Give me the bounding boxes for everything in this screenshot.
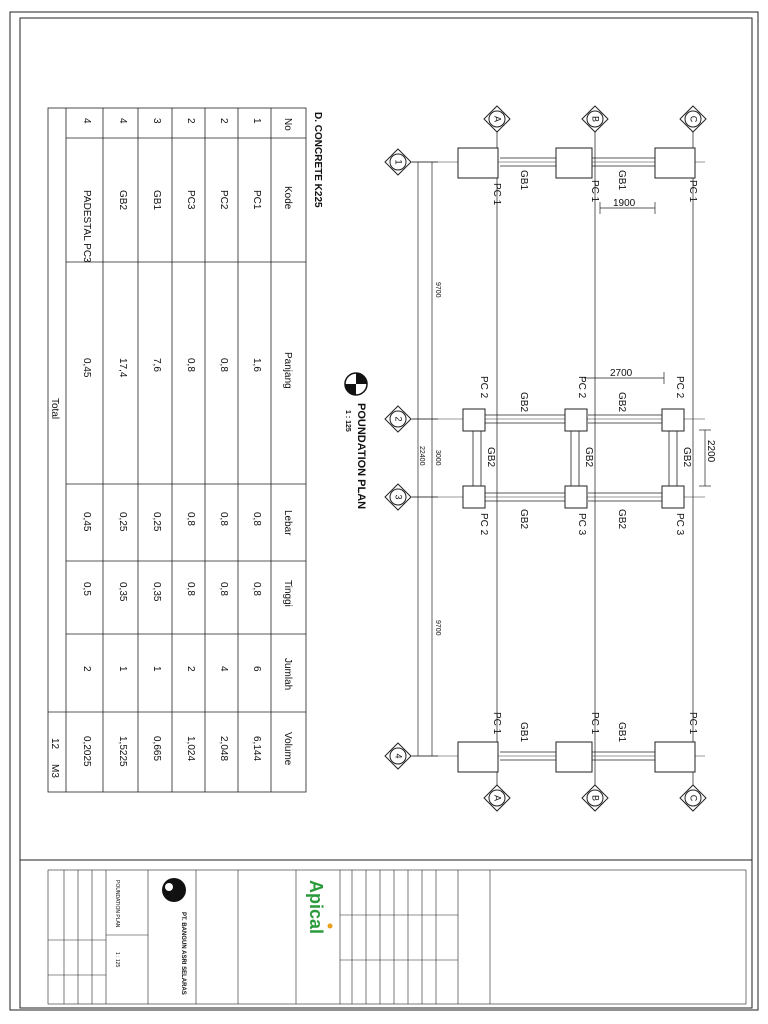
foundation-plan (344, 106, 716, 811)
header-jumlah: Jumlah (282, 658, 293, 691)
grid-label: 2 (393, 416, 404, 422)
table-cell: 6 (251, 666, 262, 672)
table-cell: 0,8 (185, 582, 196, 596)
table-cell: 0,8 (218, 582, 229, 596)
label-pc1: PC 1 (491, 712, 502, 735)
table-cell: PC3 (185, 190, 196, 210)
dim-9700-a: 9700 (434, 282, 441, 298)
logo-dot-icon (328, 924, 333, 929)
pedestal-pc2 (565, 409, 587, 431)
table-cell: 0,45 (81, 512, 92, 532)
dim-9700-b: 9700 (434, 620, 441, 636)
grid-label: B (590, 794, 601, 802)
label-gb2: GB2 (518, 509, 529, 530)
label-pc3: PC 3 (576, 513, 587, 536)
grid-bubble-c-bottom (680, 785, 706, 811)
dim-1900: 1900 (613, 198, 636, 209)
table-cell: 0,35 (151, 582, 162, 602)
table-cell: GB2 (117, 190, 128, 211)
plan-title: POUNDATION PLAN (355, 403, 367, 510)
label-gb1: GB1 (518, 170, 529, 191)
label-pc2: PC 2 (576, 376, 587, 399)
total-unit: M3 (49, 764, 60, 778)
owner-logo-text: Apical (306, 880, 326, 935)
grid-bubble-b-top (582, 106, 608, 132)
table-cell: PADESTAL PC3 (81, 190, 92, 263)
grid-bubble-2 (385, 406, 411, 432)
header-kode: Kode (282, 186, 293, 210)
table-cell: 0,25 (151, 512, 162, 532)
concrete-table (48, 108, 323, 792)
header-tinggi: Tinggi (282, 580, 293, 607)
header-lebar: Lebar (282, 510, 293, 536)
grid-bubble-c-top (680, 106, 706, 132)
pedestal-pc1 (655, 148, 695, 178)
table-cell: 0,45 (81, 358, 92, 378)
grid-bubble-a-top (484, 106, 510, 132)
table-cell: 2 (185, 666, 196, 672)
dim-2700: 2700 (610, 368, 633, 379)
table-cell: 0,665 (151, 736, 162, 762)
table-cell: 1,6 (251, 358, 262, 372)
label-gb1: GB1 (616, 722, 627, 743)
table-cell: 17,4 (117, 358, 128, 378)
grid-bubble-a-bottom (484, 785, 510, 811)
pedestal-pc1 (458, 742, 498, 772)
table-cell: 0,8 (185, 358, 196, 372)
grid-label: B (590, 115, 601, 123)
dim-2200: 2200 (705, 440, 716, 463)
label-gb2: GB2 (616, 392, 627, 413)
table-cell: 1 (151, 666, 162, 672)
label-gb2: GB2 (681, 447, 692, 468)
label-gb2: GB2 (616, 509, 627, 530)
label-pc2: PC 2 (478, 376, 489, 399)
total-label: Total (49, 398, 60, 420)
label-pc1: PC 1 (589, 712, 600, 735)
grid-label: A (492, 794, 503, 802)
label-pc3: PC 3 (674, 513, 685, 536)
pedestal-pc2 (662, 409, 684, 431)
table-cell: 0,25 (117, 512, 128, 532)
label-pc1: PC 1 (687, 180, 698, 203)
table-cell: 1,5225 (117, 736, 128, 767)
pedestal-pc2 (463, 486, 485, 508)
grid-bubble-3 (385, 484, 411, 510)
table-cell: 7,6 (151, 358, 162, 372)
grid-label: 4 (393, 753, 404, 759)
table-cell: 2 (218, 118, 229, 124)
table-cell: 1,024 (185, 736, 196, 762)
label-pc2: PC 2 (674, 376, 685, 399)
plan-title-block (344, 373, 367, 509)
label-gb2: GB2 (583, 447, 594, 468)
label-pc2: PC 2 (478, 513, 489, 536)
table-cell: 0,8 (251, 512, 262, 526)
total-value: 12 (49, 738, 60, 750)
table-body (81, 118, 262, 767)
table-cell: 0,8 (218, 512, 229, 526)
grid-label: 1 (393, 159, 404, 165)
label-pc1: PC 1 (491, 183, 502, 206)
pedestal-pc1 (655, 742, 695, 772)
table-cell: 4 (81, 118, 92, 124)
label-pc1: PC 1 (589, 180, 600, 203)
grid-bubble-b-bottom (582, 785, 608, 811)
table-header-row (282, 118, 293, 766)
table-cell: 1 (117, 666, 128, 672)
grid-label: A (492, 115, 503, 123)
table-cell: 6,144 (251, 736, 262, 762)
table-cell: 0,8 (251, 582, 262, 596)
pedestal-pc1 (556, 742, 592, 772)
label-gb1: GB1 (518, 722, 529, 743)
table-cell: PC1 (251, 190, 262, 210)
company-name: PT. BANGUN ASRI SELARAS (180, 912, 186, 995)
table-cell: GB1 (151, 190, 162, 211)
plan-scale: 1 : 125 (344, 410, 351, 432)
table-cell: 0,5 (81, 582, 92, 596)
company-emblem-icon (162, 878, 186, 902)
table-cell: PC2 (218, 190, 229, 210)
apical-logo (306, 880, 333, 934)
table-title: D. CONCRETE K225 (312, 112, 323, 208)
header-panjang: Panjang (282, 352, 293, 389)
table-cell: 2 (185, 118, 196, 124)
table-cell: 0,35 (117, 582, 128, 602)
label-gb2: GB2 (485, 447, 496, 468)
table-cell: 2,048 (218, 736, 229, 762)
table-cell: 0,8 (218, 358, 229, 372)
plan-labels (478, 170, 698, 742)
grid-label: C (688, 115, 699, 123)
dimension-lines (412, 162, 711, 756)
title-block (48, 870, 746, 1004)
pedestal-pc3 (662, 486, 684, 508)
table-cell: 0,8 (185, 512, 196, 526)
company-logo (162, 878, 186, 995)
pedestal-pc1 (458, 148, 498, 178)
table-cell: 2 (81, 666, 92, 672)
drawing-scale: 1 : 125 (114, 952, 120, 968)
pedestal-pc3 (565, 486, 587, 508)
dim-3000: 3000 (434, 450, 441, 466)
grid-label: 3 (393, 494, 404, 500)
table-cell: 4 (117, 118, 128, 124)
drawing-title: POUNDATION PLAN (114, 880, 120, 928)
label-gb2: GB2 (518, 392, 529, 413)
grid-bubble-4 (385, 743, 411, 769)
grid-label: C (688, 794, 699, 802)
grid-bubble-1 (385, 149, 411, 175)
header-volume: Volume (282, 732, 293, 766)
header-no: No (282, 118, 293, 131)
pedestal-pc1 (556, 148, 592, 178)
table-cell: 0,2025 (81, 736, 92, 767)
table-cell: 1 (251, 118, 262, 124)
label-gb1: GB1 (616, 170, 627, 191)
label-pc1: PC 1 (687, 712, 698, 735)
table-cell: 4 (218, 666, 229, 672)
dim-22400: 22400 (418, 446, 425, 466)
table-cell: 3 (151, 118, 162, 124)
pedestal-pc2 (463, 409, 485, 431)
